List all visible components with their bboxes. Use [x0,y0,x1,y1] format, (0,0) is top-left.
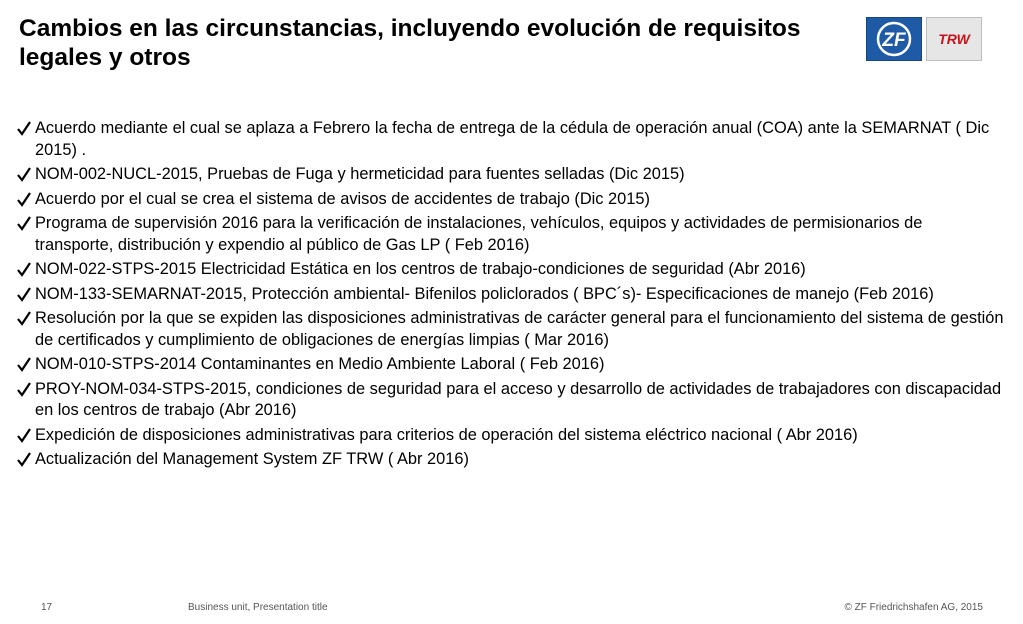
list-item [14,379,1004,422]
list-item [14,284,1004,306]
check-mark-icon [17,285,31,303]
check-mark-icon [17,355,31,373]
list-item [14,449,1004,471]
presentation-title: Business unit, Presentation title [188,602,328,613]
check-mark-icon [17,426,31,444]
requirements-list [14,118,1004,474]
list-item-text: NOM-010-STPS-2014 Contaminantes en Medio Ambiente Laboral ( Feb 2016) [35,355,605,373]
check-mark-icon [17,190,31,208]
list-item-text: NOM-002-NUCL-2015, Pruebas de Fuga y hermeticidad para fuentes selladas (Dic 2015) [35,165,685,183]
zf-logo-text: ZF [882,30,906,51]
list-item [14,308,1004,351]
list-item [14,189,1004,211]
list-item-text: Programa de supervisión 2016 para la verificación de instalaciones, vehículos, equipos y actividades de permisionarios de transporte, distribución y expendio al público de Gas LP ( Feb 2016) [35,214,923,254]
copyright-notice: © ZF Friedrichshafen AG, 2015 [844,602,983,613]
check-mark-icon [17,165,31,183]
list-item-text: Resolución por la que se expiden las disposiciones administrativas de carácter general para el funcionamiento del sistema de gestión de certificados y cumplimiento de obligaciones de energías limpias ( Mar 2016) [35,309,1004,349]
check-mark-icon [17,260,31,278]
check-mark-icon [17,309,31,327]
list-item-text: Acuerdo mediante el cual se aplaza a Febrero la fecha de entrega de la cédula de operación anual (COA) ante la SEMARNAT ( Dic 2015) . [35,119,990,159]
zf-logo [866,17,922,61]
slide-title: Cambios en las circunstancias, incluyendo evolución de requisitos legales y otros [19,15,801,71]
list-item-text: Acuerdo por el cual se crea el sistema de avisos de accidentes de trabajo (Dic 2015) [35,189,650,208]
check-mark-icon [17,119,31,137]
list-item-text: NOM-022-STPS-2015 Electricidad Estática en los centros de trabajo-condiciones de seguridad (Abr 2016) [35,260,806,278]
list-item-text: Expedición de disposiciones administrativas para criterios de operación del sistema eléctrico nacional ( Abr 2016) [35,425,858,444]
list-item [14,213,1004,256]
trw-logo-text: TRW [938,31,970,47]
check-mark-icon [17,450,31,468]
page-number: 17 [41,602,53,613]
list-item-text: PROY-NOM-034-STPS-2015, condiciones de seguridad para el acceso y desarrollo de actividades de trabajadores con discapacidad en los centros de trabajo (Abr 2016) [35,379,1002,419]
list-item [14,259,1004,281]
list-item [14,118,1004,161]
list-item-text: Actualización del Management System ZF TRW ( Abr 2016) [35,450,469,468]
trw-logo [926,17,982,61]
check-mark-icon [17,380,31,398]
list-item-text: NOM-133-SEMARNAT-2015, Protección ambiental- Bifenilos policlorados ( BPC´s)- Especificaciones de manejo (Feb 2016) [35,284,934,303]
list-item [14,164,1004,186]
list-item [14,354,1004,376]
list-item [14,425,1004,447]
check-mark-icon [17,214,31,232]
